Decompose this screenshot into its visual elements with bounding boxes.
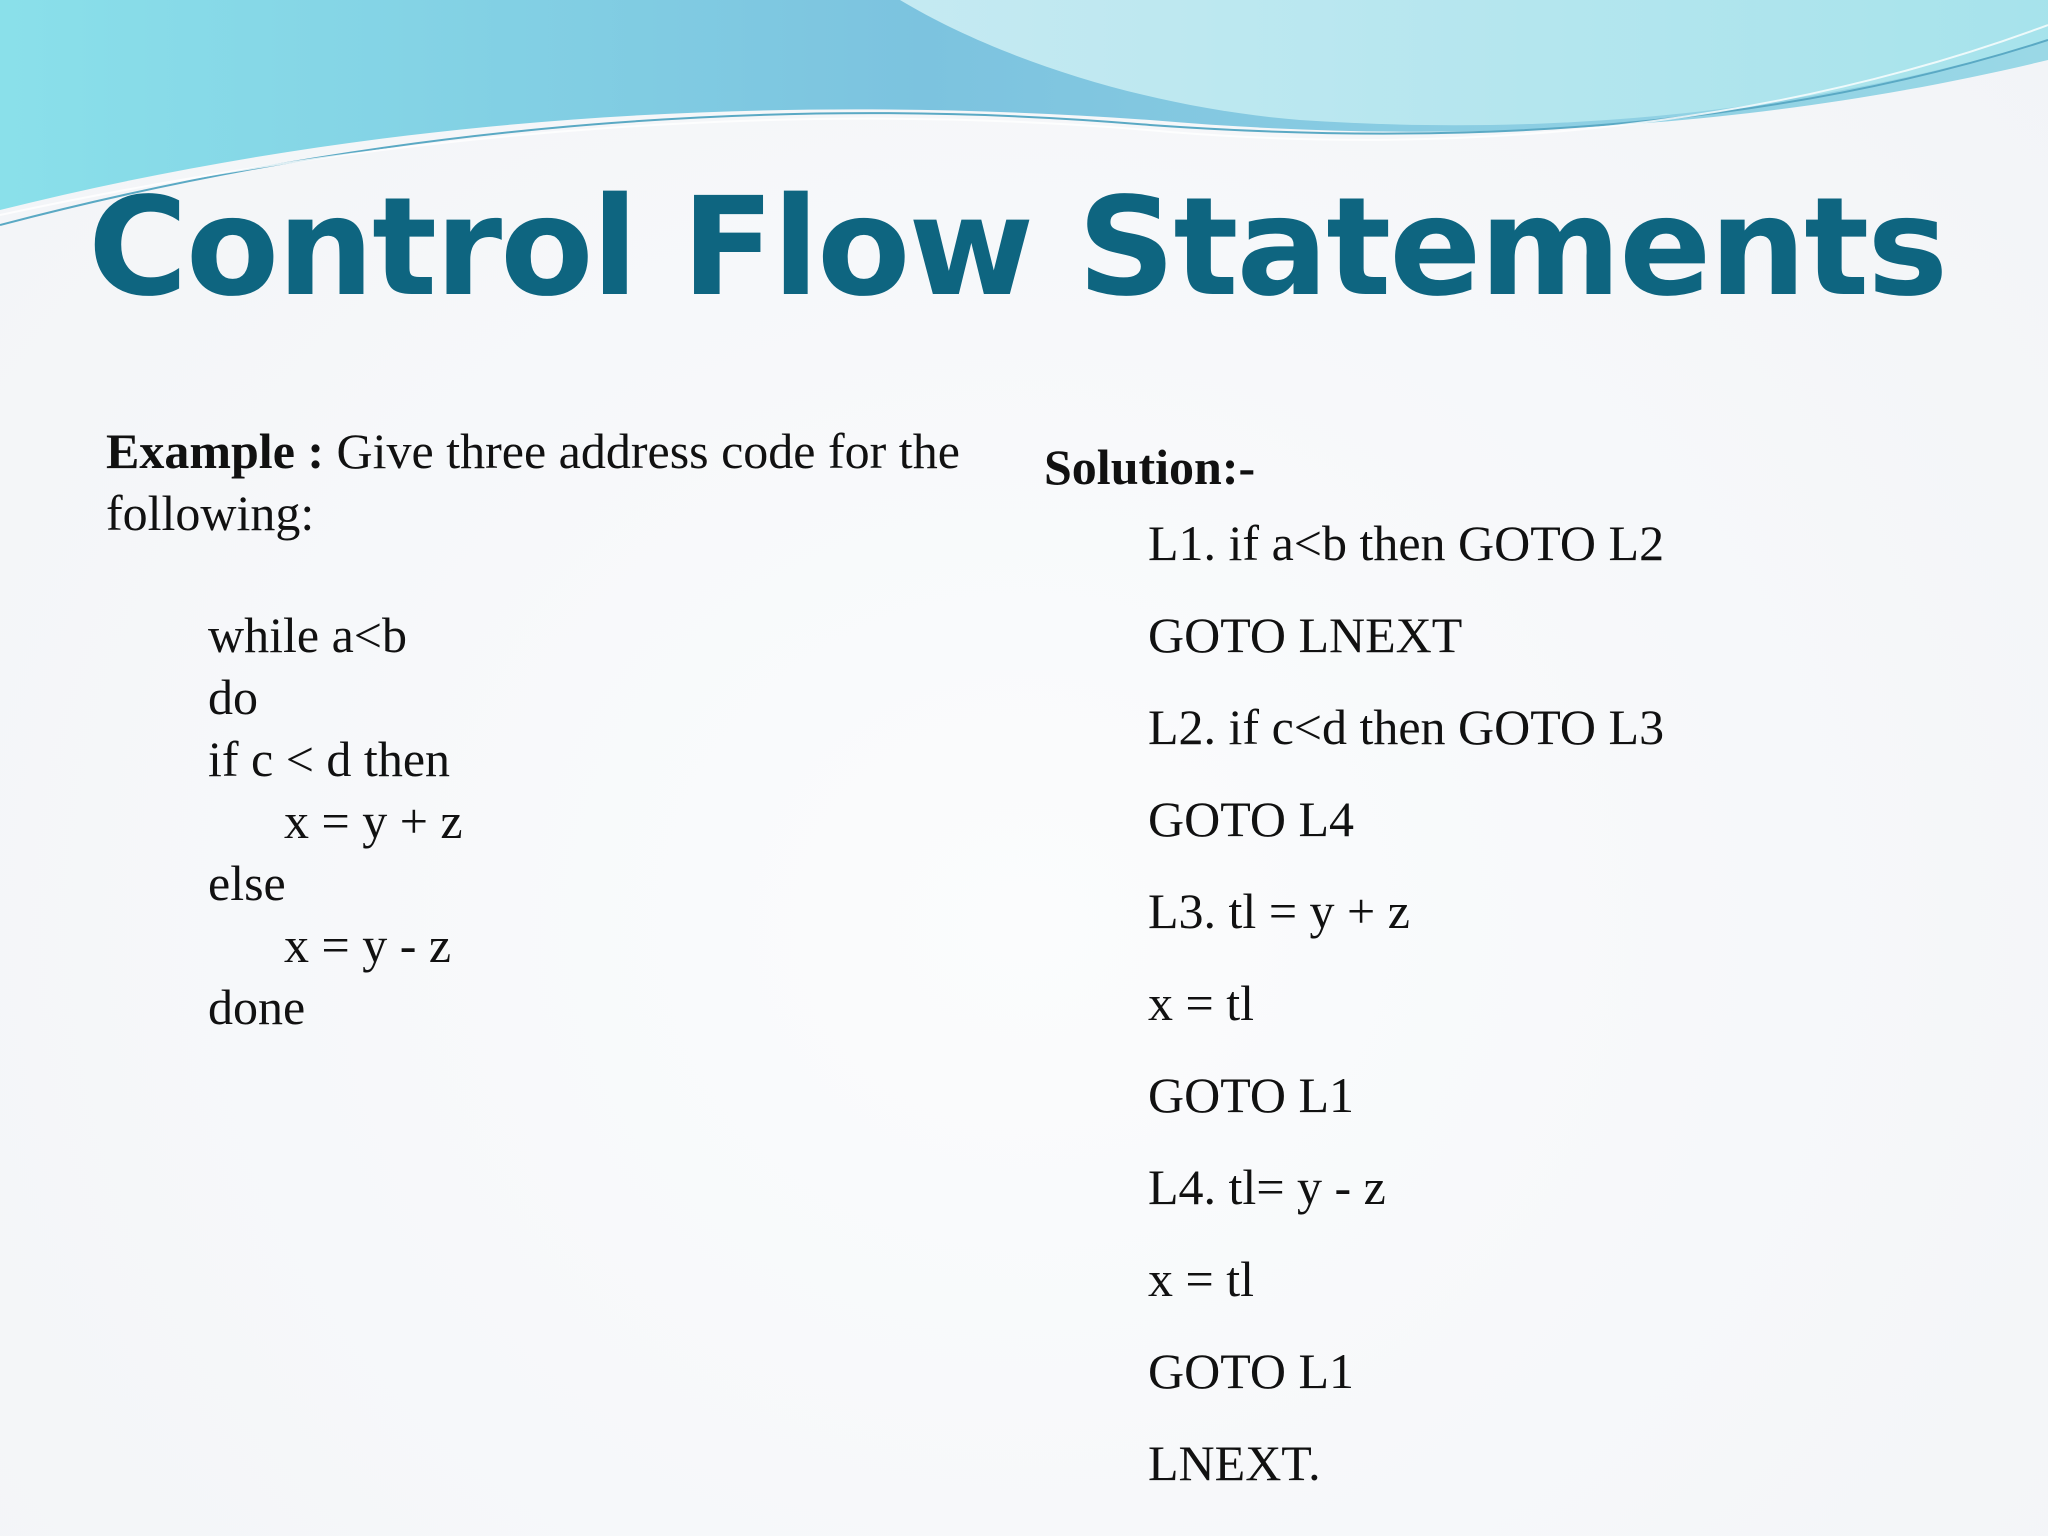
example-prompt	[106, 420, 966, 544]
solution-line: x = tl	[1148, 1251, 1254, 1307]
example-lead: Example :	[106, 423, 325, 479]
code-line: else	[208, 855, 286, 911]
solution-line: GOTO L1	[1148, 1343, 1355, 1399]
solution-panel	[1044, 436, 2004, 1524]
pseudocode-block	[208, 604, 966, 1038]
code-line: while a<b	[208, 607, 407, 663]
solution-line: x = tl	[1148, 975, 1254, 1031]
code-line: x = y + z	[284, 793, 463, 849]
code-line: x = y - z	[284, 917, 452, 973]
solution-line: L4. tl= y - z	[1148, 1159, 1386, 1215]
solution-heading: Solution:-	[1044, 439, 1256, 495]
solution-line: GOTO L4	[1148, 791, 1355, 847]
code-line: do	[208, 669, 258, 725]
example-panel	[106, 420, 966, 1038]
three-address-code-list	[1148, 512, 2004, 1524]
solution-line: L2. if c<d then GOTO L3	[1148, 699, 1665, 755]
code-line: done	[208, 979, 306, 1035]
example-text: Give three address code for the following:	[106, 423, 960, 541]
solution-line: L3. tl = y + z	[1148, 883, 1410, 939]
code-line: if c < d then	[208, 731, 451, 787]
slide-title: Control Flow Statements	[88, 169, 1947, 327]
solution-line: L1. if a<b then GOTO L2	[1148, 515, 1665, 571]
solution-line: LNEXT.	[1148, 1435, 1321, 1491]
solution-line: GOTO L1	[1148, 1067, 1355, 1123]
solution-line: GOTO LNEXT	[1148, 607, 1463, 663]
